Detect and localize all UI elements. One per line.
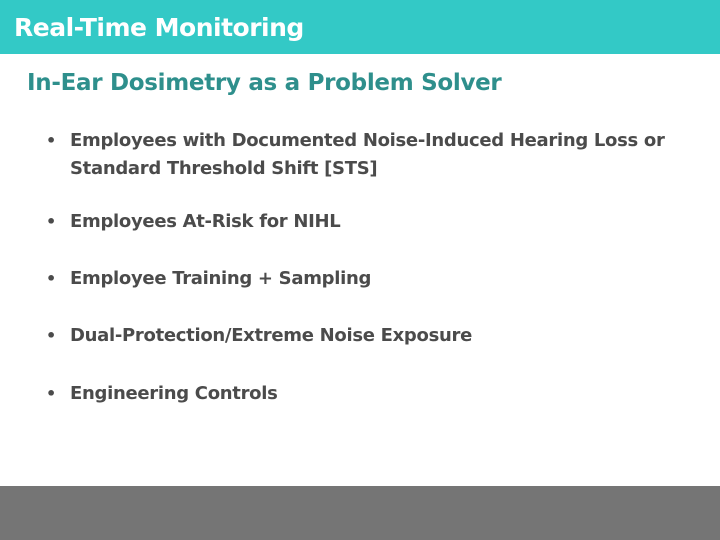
bullet-item xyxy=(46,265,686,293)
slide-title: Real-Time Monitoring xyxy=(14,13,304,42)
slide-subtitle: In-Ear Dosimetry as a Problem Solver xyxy=(27,70,502,96)
bullet-text: Employee Training + Sampling xyxy=(70,268,372,289)
bullet-text: Employees with Documented Noise-Induced Hearing Loss or Standard Threshold Shift [STS] xyxy=(70,130,665,179)
bullet-item xyxy=(46,322,686,350)
bullet-dot-icon: • xyxy=(46,384,56,403)
bullet-text: Dual-Protection/Extreme Noise Exposure xyxy=(70,325,472,346)
bullet-item xyxy=(46,208,686,236)
footer-bar xyxy=(0,486,720,540)
bullet-dot-icon: • xyxy=(46,269,56,288)
header-bar xyxy=(0,0,720,54)
bullet-item xyxy=(46,380,686,408)
bullet-dot-icon: • xyxy=(46,326,56,345)
bullet-dot-icon: • xyxy=(46,131,56,150)
bullet-text: Employees At-Risk for NIHL xyxy=(70,211,341,232)
bullet-dot-icon: • xyxy=(46,212,56,231)
bullet-text: Engineering Controls xyxy=(70,383,278,404)
bullet-item xyxy=(46,127,686,183)
